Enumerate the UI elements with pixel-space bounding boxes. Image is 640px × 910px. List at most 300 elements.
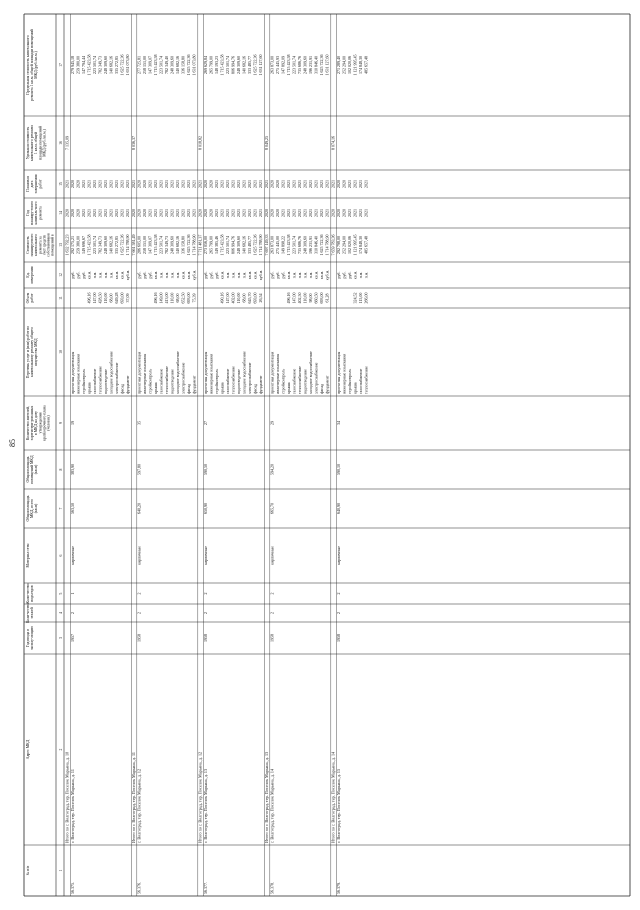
header-col15: Плановая bbox=[26, 176, 30, 192]
work-sum: 248 309,60 bbox=[169, 236, 175, 254]
work-name: газоснабжение bbox=[158, 368, 164, 394]
work-limit: 1 625 722,36 bbox=[252, 54, 258, 76]
work-name: фундамент bbox=[124, 375, 130, 394]
work-name: фундамент bbox=[257, 375, 263, 394]
header-col6: Материал стен bbox=[26, 543, 30, 568]
row-address: г. Волгоград, тер. Поселок Марьяна, д. 11 bbox=[69, 769, 75, 843]
work-sum: 1 625 722,36 bbox=[252, 234, 258, 256]
row-floors: 2 bbox=[136, 612, 142, 614]
work-volume: 147,00 bbox=[291, 292, 297, 304]
row-residents: 29 bbox=[269, 421, 275, 425]
header-col8: (кв.м) bbox=[34, 464, 39, 475]
work-date: 2021 bbox=[324, 180, 330, 188]
work-limit: 335 272,85 bbox=[113, 56, 119, 74]
work-name: фасад bbox=[252, 383, 258, 394]
header-col2: Адрес МКД bbox=[26, 739, 30, 760]
work-sum: 258 151,00 bbox=[141, 236, 147, 254]
page-number: 85 bbox=[8, 439, 17, 447]
colnum-12: 12 bbox=[59, 273, 63, 277]
work-unit: кв.м. bbox=[185, 270, 191, 280]
work-sum: 248 309,60 bbox=[102, 236, 108, 254]
work-unit: кв.м. bbox=[119, 270, 125, 280]
work-limit: 1 631 127,60 bbox=[257, 54, 263, 76]
work-limit: 1 631 073,80 bbox=[191, 54, 197, 76]
work-unit: п.м. bbox=[174, 271, 180, 279]
work-year: 2021 bbox=[291, 209, 297, 217]
work-unit: п.м. bbox=[230, 271, 236, 279]
row-address: г. Волгоград, тер. Поселок Марьяна, д. 14 bbox=[269, 768, 275, 843]
colnum-4: 4 bbox=[59, 612, 63, 614]
row-floors: 2 bbox=[269, 612, 275, 614]
colnum-8: 8 bbox=[59, 468, 63, 471]
work-date: 2021 bbox=[257, 180, 263, 188]
work-limit: 140 682,16 bbox=[174, 56, 180, 74]
work-sum: 223 501,74 bbox=[291, 236, 297, 254]
work-date: 2021 bbox=[307, 180, 313, 188]
work-year: 2021 bbox=[296, 209, 302, 217]
work-name: водоотведение bbox=[235, 369, 241, 394]
row-floors: 2 bbox=[69, 612, 75, 614]
work-unit: руб. bbox=[341, 271, 347, 279]
work-volume: 110,00 bbox=[302, 292, 308, 304]
work-year: 2021 bbox=[174, 209, 180, 217]
work-year: 2020 bbox=[341, 209, 347, 217]
work-limit: 223 501,74 bbox=[224, 56, 230, 74]
work-limit: 782 349,73 bbox=[97, 56, 103, 74]
work-year: 2021 bbox=[113, 209, 119, 217]
work-volume: 61,28 bbox=[324, 293, 330, 303]
header-col14: ремонта bbox=[38, 206, 43, 220]
work-name: инженерные изыскания bbox=[341, 353, 347, 394]
work-date: 2021 bbox=[318, 180, 324, 188]
work-limit: 1 715 423,58 bbox=[86, 54, 92, 76]
work-unit: кв.м. bbox=[152, 270, 158, 280]
header-col4: Коли-чество bbox=[26, 602, 30, 624]
work-volume: 693,00 bbox=[252, 292, 258, 304]
work-limit: 252 294,00 bbox=[341, 56, 347, 74]
work-year: 2021 bbox=[241, 209, 247, 217]
group-total-label: Итого по г. Волгоград, тер. Поселок Марьяна, д. 10 bbox=[64, 751, 70, 843]
work-date: 2021 bbox=[169, 180, 175, 188]
work-limit: 1 715 423,58 bbox=[219, 54, 225, 76]
group-total-label: Итого по г. Волгоград, тер. Поселок Марьяна, д. 12 bbox=[197, 751, 203, 843]
work-volume: 693,00 bbox=[185, 292, 191, 304]
header-col16: МКД (руб./кв.м.) bbox=[42, 129, 47, 157]
work-volume: 110,00 bbox=[169, 292, 175, 304]
row-material: кирпичные bbox=[69, 546, 75, 565]
work-sum: 1 714 788,90 bbox=[191, 234, 197, 256]
group-total-specific: 8 018,82 bbox=[197, 136, 203, 150]
work-unit: кв.м. bbox=[180, 270, 186, 280]
work-name: проектная документация bbox=[269, 351, 275, 394]
work-name: электроснабжение bbox=[313, 362, 319, 394]
work-unit: п.м. bbox=[91, 271, 97, 279]
work-limit: 333 485,77 bbox=[246, 55, 252, 74]
work-date: 2021 bbox=[174, 180, 180, 188]
row-floors: 2 bbox=[335, 612, 341, 614]
header-col13: планируемого bbox=[30, 233, 35, 257]
work-year: 2021 bbox=[124, 209, 130, 217]
work-limit: 275 445,93 bbox=[274, 56, 280, 74]
work-date: 2021 bbox=[246, 179, 252, 188]
work-sum: 1 715 423,58 bbox=[219, 234, 225, 256]
header-col7: (кв.м) bbox=[34, 503, 39, 514]
group-total-specific: 8 049,25 bbox=[263, 136, 269, 150]
work-year: 2021 bbox=[280, 209, 286, 217]
header-col13: счет средств bbox=[42, 234, 47, 256]
work-sum: 1 625 722,36 bbox=[185, 234, 191, 256]
header-col1: № п/п bbox=[26, 865, 30, 876]
work-name: проектная документация bbox=[335, 351, 341, 394]
work-unit: куб.м. bbox=[324, 269, 330, 281]
work-name: теплоснабжение bbox=[296, 366, 302, 394]
work-sum: 1 714 788,90 bbox=[257, 234, 263, 256]
work-sum: 1 715 423,58 bbox=[152, 234, 158, 256]
work-limit: 1 625 722,36 bbox=[318, 54, 324, 76]
group-total-date: 2021 bbox=[330, 180, 336, 188]
group-total-label: Итого по г. Волгоград, тер. Поселок Марьяна, д. 11 bbox=[130, 752, 136, 843]
work-date: 2020 bbox=[69, 180, 75, 188]
work-unit: п.м. bbox=[169, 271, 175, 279]
row-address: г. Волгоград, тер. Поселок Марьяна, д. 15 bbox=[335, 768, 341, 843]
work-volume: 693,00 bbox=[318, 292, 324, 304]
work-year: 2021 bbox=[257, 209, 263, 217]
work-name: стройконтроль bbox=[213, 368, 219, 394]
header-col9: Количество жителей, bbox=[26, 405, 30, 441]
work-sum: 292 175,21 bbox=[69, 236, 75, 254]
work-name: холодное водоснабжение bbox=[241, 351, 247, 394]
work-unit: руб. bbox=[80, 271, 86, 279]
group-total-sum: 7 697 149,33 bbox=[263, 234, 269, 256]
work-date: 2021 bbox=[147, 180, 153, 188]
work-name: фундамент bbox=[324, 375, 330, 394]
header-col11: Объем bbox=[26, 292, 30, 304]
work-limit: 248 309,60 bbox=[102, 56, 108, 74]
work-year: 2020 bbox=[274, 209, 280, 217]
work-year: 2021 bbox=[80, 209, 86, 217]
work-volume: 37,09 bbox=[124, 293, 130, 303]
colnum-5: 5 bbox=[59, 592, 63, 595]
header-col5: подъездов bbox=[30, 585, 35, 602]
row-material: кирпичные bbox=[202, 546, 208, 565]
header-col13: помещений в bbox=[50, 234, 55, 256]
header-col9: зарегистри-рованных bbox=[30, 405, 35, 441]
header-col8: Общая площадь bbox=[26, 456, 30, 483]
row-number: 56.377. bbox=[202, 882, 208, 894]
group-total-date: 2021 bbox=[130, 180, 136, 188]
work-date: 2021 bbox=[97, 180, 103, 188]
work-unit: п.м. bbox=[307, 271, 313, 279]
header-col12: Ед. bbox=[26, 272, 30, 278]
colnum-3: 3 bbox=[59, 637, 63, 639]
group-total-date: 2021 bbox=[64, 180, 70, 188]
group-total-label: Итого по г. Волгоград, тер. Поселок Марьяна, д. 14 bbox=[330, 751, 336, 843]
header-col11: работ bbox=[30, 293, 35, 303]
work-sum: 140 682,16 bbox=[241, 235, 247, 254]
work-limit: 174 848,30 bbox=[357, 56, 363, 74]
work-unit: куб.м. bbox=[191, 269, 197, 281]
header-col9: (человек) bbox=[46, 415, 51, 431]
work-sum: 102 020,06 bbox=[346, 236, 352, 254]
work-sum: 806 994,76 bbox=[230, 236, 236, 254]
work-volume: 402,50 bbox=[296, 292, 302, 304]
work-name: газоснабжение bbox=[224, 368, 230, 394]
work-limit: 782 349,40 bbox=[163, 56, 169, 74]
work-limit: 269 629,84 bbox=[202, 56, 208, 74]
work-limit: 102 020,06 bbox=[346, 56, 352, 74]
work-unit: кв.м. bbox=[285, 270, 291, 280]
work-date: 2021 bbox=[113, 180, 119, 188]
work-unit: кв.м. bbox=[219, 270, 225, 280]
work-limit: 248 309,60 bbox=[169, 56, 175, 74]
work-year: 2021 bbox=[169, 209, 175, 217]
work-sum: 223 501,74 bbox=[91, 236, 97, 254]
row-address: г. Волгоград, тер. Поселок Марьяна, д. 13 bbox=[202, 768, 208, 843]
colnum-7: 7 bbox=[59, 507, 63, 510]
work-limit: 1 121 995,45 bbox=[352, 54, 358, 76]
work-sum: 275 445,00 bbox=[274, 236, 280, 254]
work-name: теплоснабжение bbox=[163, 366, 169, 394]
work-volume: 652,50 bbox=[180, 292, 186, 304]
row-material: кирпичные bbox=[269, 546, 275, 565]
work-unit: п.м. bbox=[163, 271, 169, 279]
work-name: теплоснабжение bbox=[230, 366, 236, 394]
row-floors: 2 bbox=[202, 612, 208, 614]
work-name: холодное водоснабжение bbox=[174, 351, 180, 394]
work-limit: 147 794,44 bbox=[80, 56, 86, 74]
work-unit: кв.м. bbox=[113, 270, 119, 280]
work-name: холодное водоснабжение bbox=[307, 351, 313, 394]
header-col8: помещений МКД bbox=[30, 455, 35, 484]
work-date: 2021 bbox=[219, 180, 225, 188]
work-date: 2021 bbox=[285, 180, 291, 188]
work-unit: п.м. bbox=[235, 271, 241, 279]
work-name: проектная документация bbox=[136, 351, 142, 394]
work-unit: куб.м. bbox=[124, 269, 130, 281]
work-date: 2020 bbox=[341, 180, 347, 188]
work-year: 2021 bbox=[152, 209, 158, 217]
header-col14: Год bbox=[26, 210, 30, 216]
header-col13: Стоимость bbox=[26, 236, 30, 254]
work-volume: 266,00 bbox=[363, 292, 369, 304]
work-sum: 273 056,00 bbox=[202, 236, 208, 254]
header-col17: Предельная стоимость капитального bbox=[26, 35, 30, 95]
work-name: водоотведение bbox=[302, 369, 308, 394]
work-year: 2021 bbox=[97, 209, 103, 217]
work-volume: 490,16 bbox=[219, 292, 225, 304]
header-col4: этажей bbox=[30, 607, 35, 619]
work-date: 2021 bbox=[124, 180, 130, 188]
work-sum: 1 121 995,45 bbox=[352, 234, 358, 256]
header-col16: капитального ремонта bbox=[30, 124, 35, 162]
header-col10: имущества МКД bbox=[34, 338, 39, 366]
group-total-date: 2021 bbox=[263, 180, 269, 188]
header-col16: 1 кв.м. общей bbox=[34, 131, 39, 155]
colnum-1: 1 bbox=[59, 869, 63, 872]
colnum-10: 10 bbox=[59, 350, 63, 354]
work-date: 2021 bbox=[119, 180, 125, 188]
row-year: 1958 bbox=[136, 634, 142, 642]
work-date: 2021 bbox=[346, 180, 352, 188]
header-col17: МКД (руб./кв.м.) bbox=[34, 51, 39, 79]
work-year: 2021 bbox=[352, 209, 358, 217]
work-name: фундамент bbox=[191, 375, 197, 394]
work-sum: 1 715 423,58 bbox=[285, 234, 291, 256]
work-sum: 735 686,76 bbox=[296, 236, 302, 254]
work-unit: п.м. bbox=[102, 271, 108, 279]
work-volume: 26,54 bbox=[257, 293, 263, 303]
work-date: 2021 bbox=[302, 180, 308, 188]
colnum-16: 16 bbox=[59, 141, 63, 145]
work-name: газоснабжение bbox=[91, 368, 97, 394]
work-date: 2021 bbox=[86, 180, 92, 188]
row-area-rooms: 383,90 bbox=[69, 464, 75, 475]
work-sum: 149 898,22 bbox=[280, 236, 286, 254]
group-total-year: 2020 bbox=[64, 209, 70, 217]
work-date: 2021 bbox=[352, 180, 358, 188]
work-year: 2021 bbox=[252, 209, 258, 217]
work-year: 2021 bbox=[163, 209, 169, 217]
row-year: 1958 bbox=[269, 634, 275, 642]
row-entrances: 2 bbox=[202, 592, 208, 595]
work-year: 2021 bbox=[313, 209, 319, 217]
work-year: 2020 bbox=[208, 209, 214, 217]
work-limit: 1 625 722,36 bbox=[185, 54, 191, 76]
work-unit: п.м. bbox=[224, 271, 230, 279]
group-total-sum: 7 711 481,37 bbox=[197, 234, 203, 256]
work-limit: 806 994,76 bbox=[230, 56, 236, 74]
work-date: 2021 bbox=[224, 180, 230, 188]
header-col3: Год ввода в bbox=[26, 628, 30, 648]
work-name: крыша bbox=[219, 382, 225, 394]
row-area-total: 650,90 bbox=[202, 503, 208, 514]
work-limit: 265 799,00 bbox=[208, 56, 214, 74]
work-unit: п.м. bbox=[241, 271, 247, 279]
work-date: 2020 bbox=[141, 180, 147, 188]
work-sum: 265 799,00 bbox=[208, 236, 214, 254]
work-unit: кв.м. bbox=[246, 270, 252, 280]
work-year: 2020 bbox=[202, 209, 208, 217]
colnum-9: 9 bbox=[59, 422, 63, 424]
work-year: 2021 bbox=[86, 209, 92, 217]
work-date: 2021 bbox=[252, 180, 258, 188]
header-col10: капитальному ремонту общего bbox=[30, 327, 35, 377]
work-unit: кв.м. bbox=[313, 270, 319, 280]
work-name: фасад bbox=[119, 383, 125, 394]
work-date: 2020 bbox=[136, 180, 142, 188]
work-limit: 277 725,81 bbox=[136, 56, 142, 74]
work-name: крыша bbox=[86, 382, 92, 394]
header-col16: Удельная стоимость bbox=[26, 126, 30, 160]
header-col7: Общая площадь bbox=[26, 495, 30, 522]
row-year: 1958 bbox=[202, 634, 208, 642]
work-limit: 1 715 423,58 bbox=[152, 54, 158, 76]
work-name: крыша bbox=[152, 382, 158, 394]
group-total-sum: 7 659 783,36 bbox=[330, 234, 336, 256]
row-area-rooms: 594,20 bbox=[269, 464, 275, 475]
work-limit: 263 873,00 bbox=[269, 56, 275, 74]
work-year: 2021 bbox=[235, 209, 241, 217]
work-sum: 223 501,74 bbox=[158, 236, 164, 254]
work-name: проектная документация bbox=[202, 351, 208, 394]
work-sum: 485 657,48 bbox=[363, 236, 369, 254]
work-year: 2021 bbox=[147, 209, 153, 217]
row-residents: 34 bbox=[335, 421, 341, 425]
work-year: 2020 bbox=[136, 209, 142, 217]
work-volume: 147,00 bbox=[91, 292, 97, 304]
group-total-sum: 1 632 792,23 bbox=[64, 234, 70, 256]
work-sum: 336 158,80 bbox=[180, 236, 186, 254]
work-year: 2021 bbox=[246, 208, 252, 217]
work-sum: 1 714 788,90 bbox=[324, 234, 330, 256]
row-area-total: 640,20 bbox=[136, 503, 142, 514]
group-total-specific: 7 135,09 bbox=[64, 136, 70, 150]
work-year: 2021 bbox=[91, 209, 97, 217]
header-col15: работ bbox=[38, 179, 43, 189]
work-limit: 147 892,09 bbox=[280, 56, 286, 74]
work-name: стройконтроль bbox=[280, 368, 286, 394]
work-name: стройконтроль bbox=[80, 368, 86, 394]
work-sum: 286 605,00 bbox=[136, 236, 142, 254]
work-volume: 324,52 bbox=[352, 292, 358, 304]
work-limit: 1 625 722,36 bbox=[119, 54, 125, 76]
work-year: 2020 bbox=[141, 209, 147, 217]
header-col7: МКД, всего bbox=[30, 499, 35, 518]
work-unit: кв.м. bbox=[352, 270, 358, 280]
work-year: 2021 bbox=[302, 209, 308, 217]
work-unit: руб. bbox=[141, 271, 147, 279]
work-date: 2021 bbox=[108, 180, 114, 188]
work-date: 2020 bbox=[269, 180, 275, 188]
work-volume: 110,00 bbox=[102, 292, 108, 304]
work-volume: 68,00 bbox=[108, 293, 114, 303]
header-col12: измерения bbox=[30, 266, 35, 284]
colnum-14: 14 bbox=[59, 211, 63, 215]
work-sum: 248 309,60 bbox=[302, 236, 308, 254]
work-limit: 336 158,80 bbox=[180, 56, 186, 74]
work-volume: 402,00 bbox=[230, 292, 236, 304]
group-total-date: 2021 bbox=[197, 180, 203, 188]
group-total-specific: 8 074,16 bbox=[330, 136, 336, 150]
work-date: 2021 bbox=[291, 180, 297, 188]
work-volume: 496,16 bbox=[285, 292, 291, 304]
work-name: крыша bbox=[352, 382, 358, 394]
work-year: 2021 bbox=[318, 209, 324, 217]
work-date: 2021 bbox=[235, 180, 241, 188]
work-date: 2020 bbox=[75, 180, 81, 188]
work-date: 2021 bbox=[241, 180, 247, 188]
work-sum: 223 501,74 bbox=[224, 236, 230, 254]
work-year: 2021 bbox=[119, 209, 125, 217]
work-year: 2021 bbox=[180, 209, 186, 217]
colnum-15: 15 bbox=[59, 182, 63, 186]
work-name: газоснабжение bbox=[357, 368, 363, 394]
work-volume: 75,39 bbox=[191, 293, 197, 303]
work-volume: 660,50 bbox=[313, 292, 319, 304]
row-number: 56.379. bbox=[335, 882, 341, 894]
work-date: 2021 bbox=[230, 180, 236, 188]
work-date: 2020 bbox=[208, 180, 214, 188]
work-sum: 292 798,00 bbox=[335, 236, 341, 254]
row-area-total: 640,90 bbox=[335, 503, 341, 514]
work-volume: 496,16 bbox=[152, 292, 158, 304]
row-area-total: 665,70 bbox=[269, 503, 275, 514]
work-name: теплоснабжение bbox=[363, 366, 369, 394]
work-sum: 248 309,60 bbox=[235, 235, 241, 254]
work-date: 2021 bbox=[191, 180, 197, 188]
work-volume: 68,00 bbox=[174, 293, 180, 303]
header-col15: дата bbox=[30, 180, 35, 188]
